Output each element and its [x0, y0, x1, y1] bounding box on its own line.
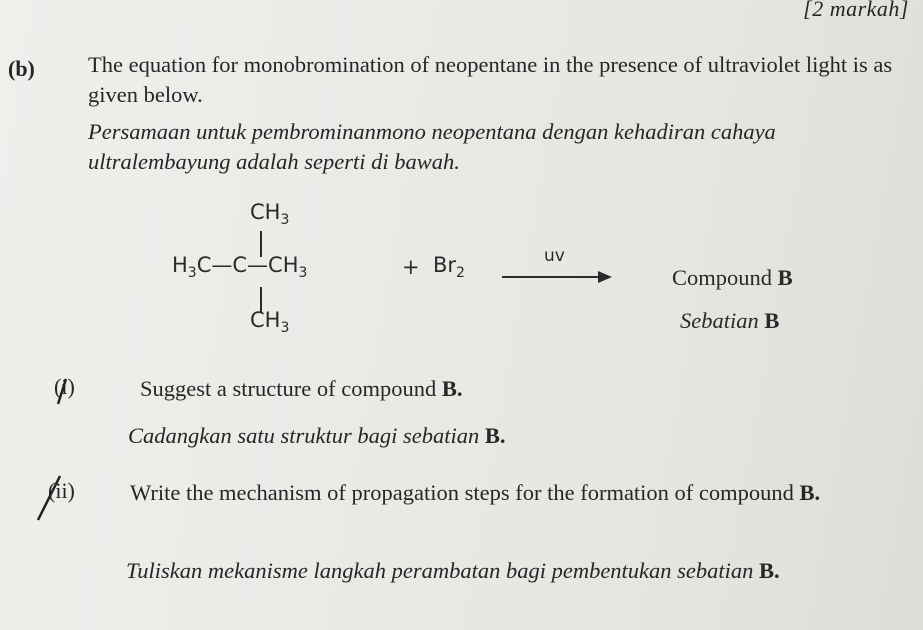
pen-stroke-question-1: [52, 376, 72, 406]
methyl-bottom: $CH_3$: [250, 308, 290, 336]
question-1-text-english: Suggest a structure of compound B.: [140, 376, 463, 401]
part-b-text-malay: Persamaan untuk pembrominanmono neopentana dengan kehadiran cahaya ultralembayung adalah seperti di bawah.: [88, 119, 776, 174]
reaction-arrow: [502, 276, 606, 278]
bromine-reagent: $Br_2$: [433, 253, 465, 281]
reaction-condition: uv: [544, 246, 565, 266]
question-2-text-english: Write the mechanism of propagation steps for the formation of compound B.: [130, 480, 821, 505]
part-b-label: (b): [8, 56, 35, 81]
methyl-top: $CH_3$: [250, 200, 290, 228]
question-1-label: (i): [54, 374, 75, 399]
marks-allocation: [2 markah]: [803, 0, 909, 21]
question-1-text-malay: Cadangkan satu struktur bagi sebatian B.: [128, 423, 506, 448]
pen-stroke-question-2: [34, 470, 74, 522]
plus-sign: +: [402, 255, 420, 279]
part-b-text-english: The equation for monobromination of neopentane in the presence of ultraviolet light is as given below.: [88, 52, 893, 107]
arrow-head-icon: [598, 271, 612, 283]
question-2-label: (ii): [48, 478, 75, 503]
main-chain: $H_3C—C—CH_3$: [172, 253, 308, 281]
product-malay: Sebatian B: [680, 308, 780, 333]
question-2-text-malay: Tuliskan mekanisme langkah perambatan bagi pembentukan sebatian B.: [126, 558, 780, 583]
product-english: Compound B: [672, 265, 793, 290]
